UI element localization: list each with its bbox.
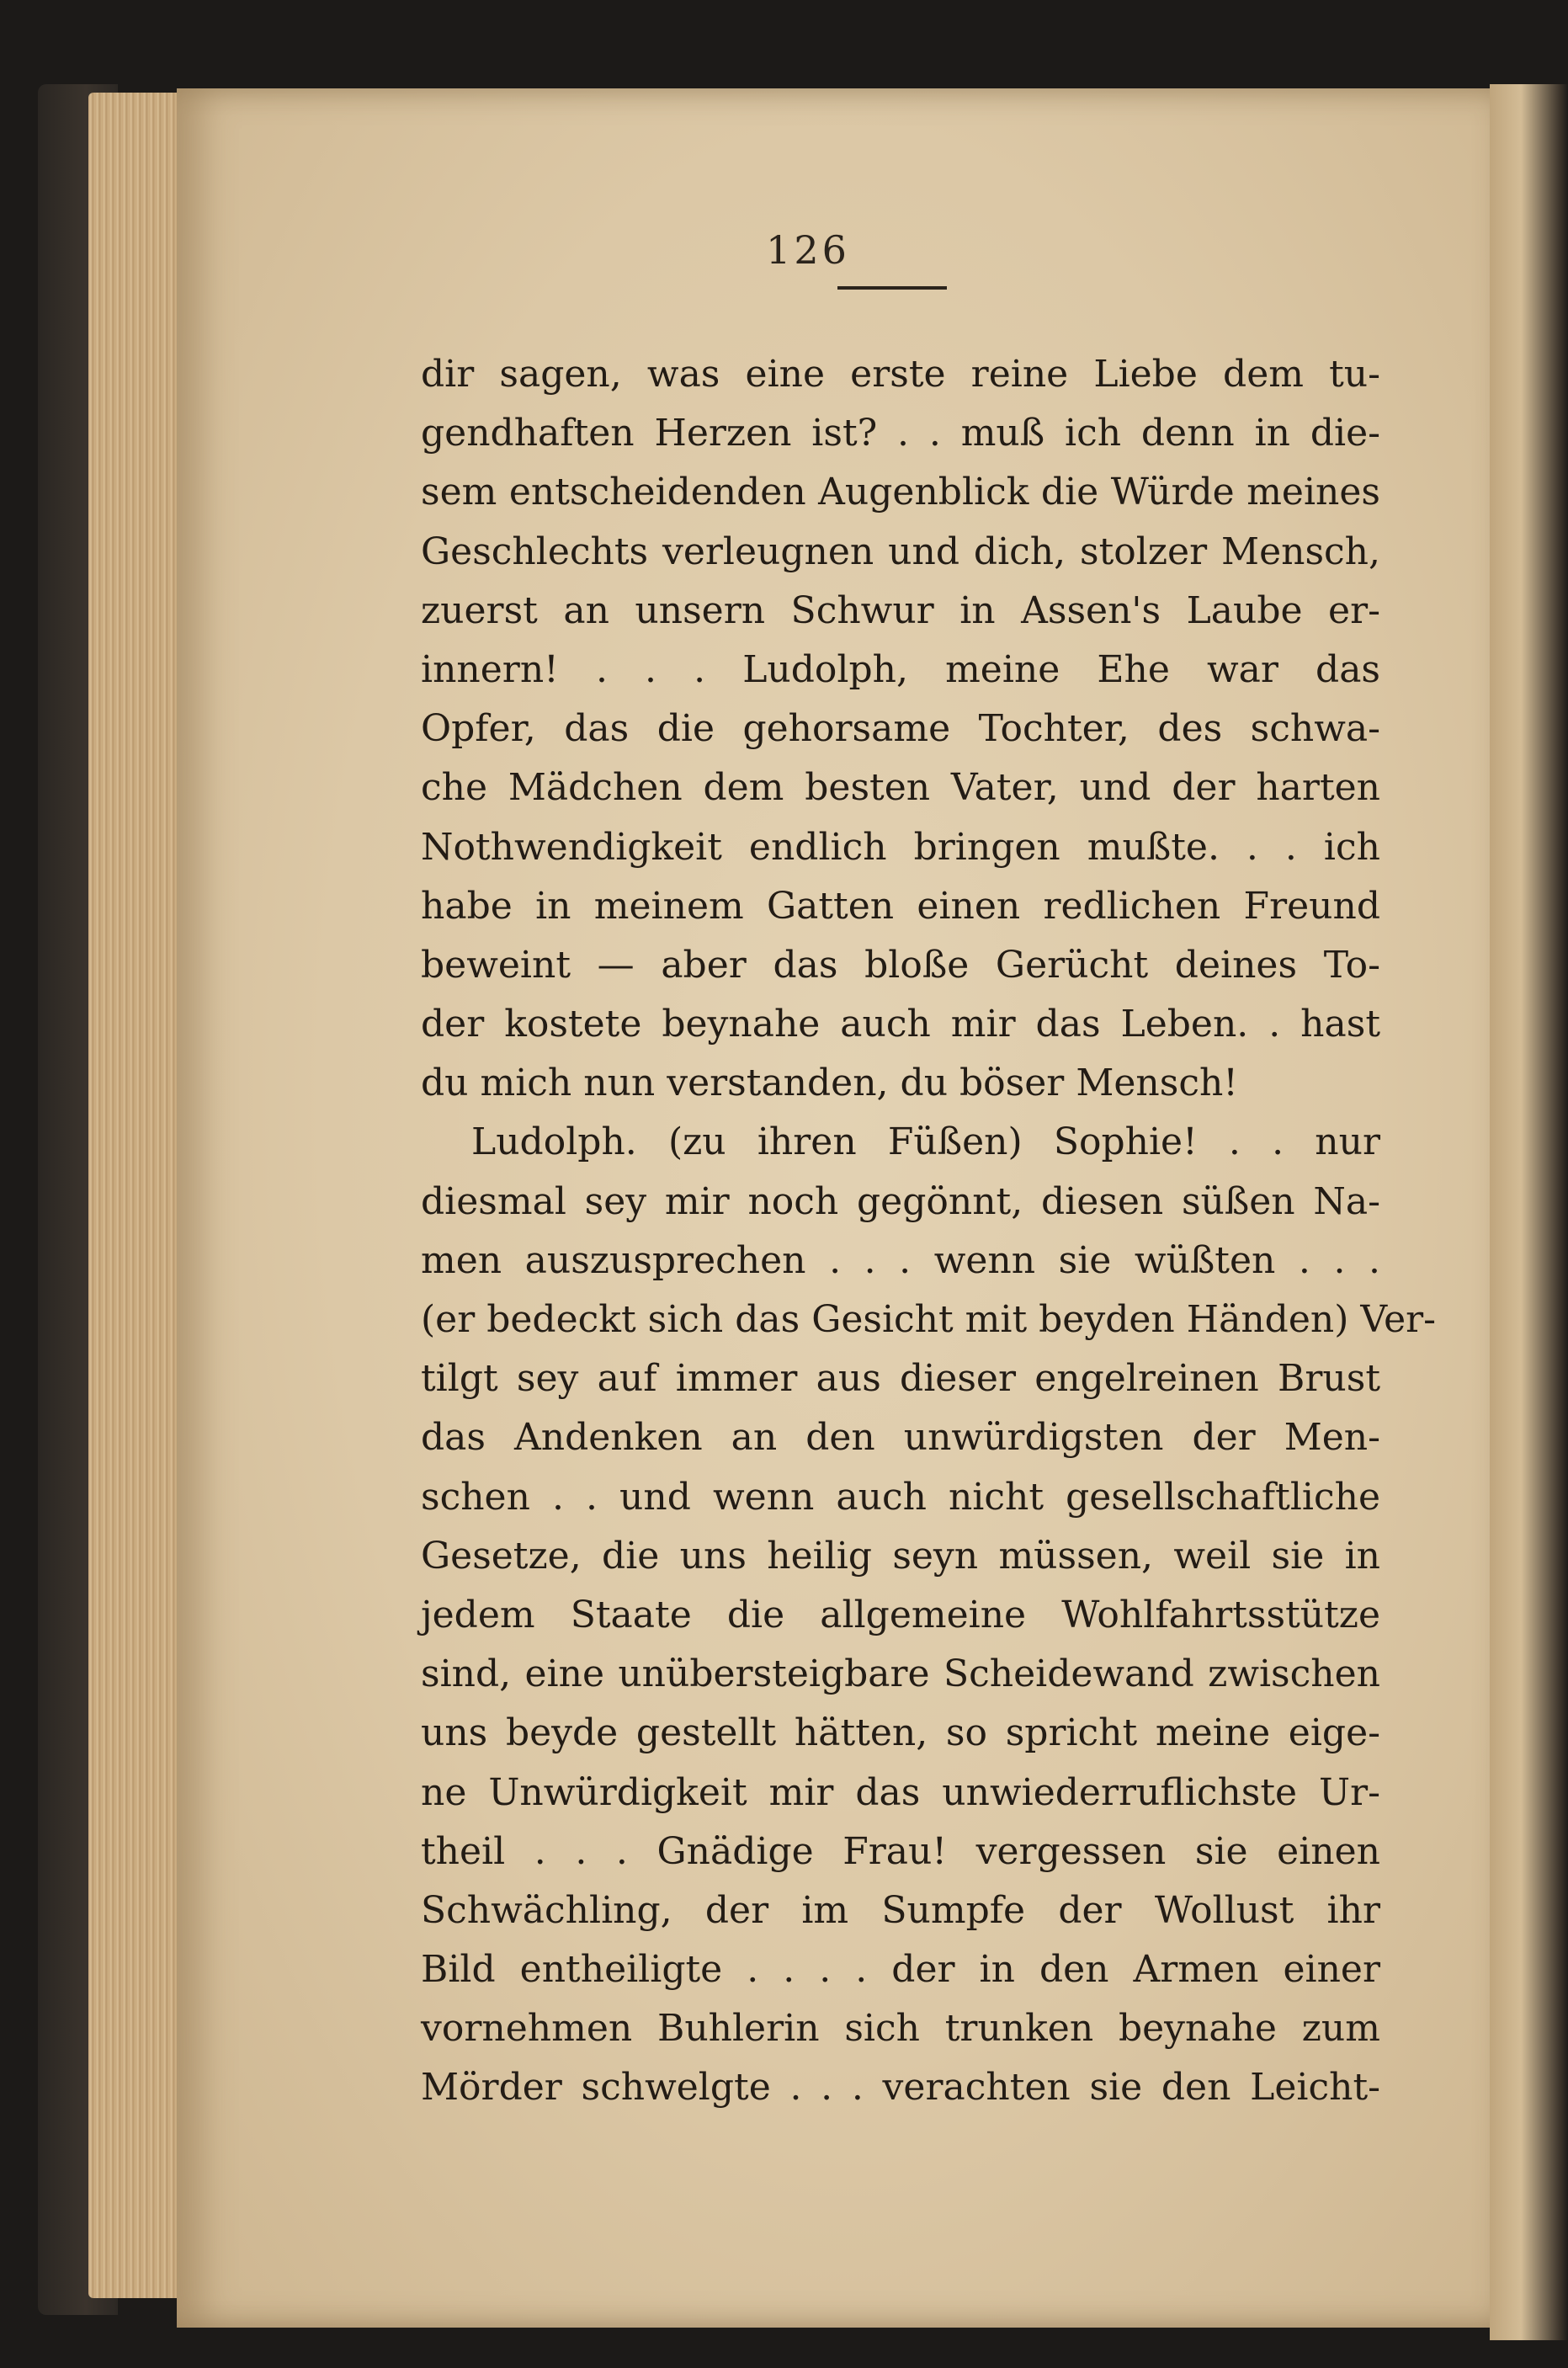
page-gutter <box>1490 84 1568 2340</box>
text-line: Geschlechts verleugnen und dich, stolzer Mensch, <box>421 529 1380 573</box>
text-line: (er bedeckt sich das Gesicht mit beyden Händen) Ver- <box>421 1298 1437 1341</box>
text-line: der kostete beynahe auch mir das Leben. . hast <box>421 1003 1380 1046</box>
text-line: Bild entheiligte . . . . der in den Armen einer <box>421 1948 1380 1992</box>
text-line: Ludolph. (zu ihren Füßen) Sophie! . . nur <box>471 1120 1380 1164</box>
text-line: sem entscheidenden Augenblick die Würde meines <box>421 471 1380 514</box>
text-line: gendhaften Herzen ist? . . muß ich denn in die- <box>421 412 1380 455</box>
page-number-rule <box>837 286 947 290</box>
text-line: che Mädchen dem besten Vater, und der harten <box>421 766 1380 810</box>
text-line: das Andenken an den unwürdigsten der Men- <box>421 1416 1380 1460</box>
text-line: jedem Staate die allgemeine Wohlfahrtsstütze <box>421 1593 1380 1636</box>
text-line: schen . . und wenn auch nicht gesellschaftliche <box>421 1475 1380 1519</box>
text-line: Nothwendigkeit endlich bringen mußte. . . ich <box>421 825 1380 869</box>
text-line: ne Unwürdigkeit mir das unwiederruflichste Ur- <box>421 1770 1380 1814</box>
text-line: innern! . . . Ludolph, meine Ehe war das <box>421 647 1380 691</box>
text-line: diesmal sey mir noch gegönnt, diesen süßen Na- <box>421 1179 1380 1223</box>
text-line: beweint — aber das bloße Gerücht deines To- <box>421 943 1380 987</box>
text-line: dir sagen, was eine erste reine Liebe dem tu- <box>421 353 1380 396</box>
text-line: du mich nun verstanden, du böser Mensch! <box>421 1062 1238 1105</box>
text-line: vornehmen Buhlerin sich trunken beynahe zum <box>421 2007 1380 2051</box>
text-line: theil . . . Gnädige Frau! vergessen sie einen <box>421 1829 1380 1873</box>
text-line: Gesetze, die uns heilig seyn müssen, weil sie in <box>421 1534 1380 1578</box>
text-line: Mörder schwelgte . . . verachten sie den Leicht- <box>421 2066 1380 2110</box>
text-line: tilgt sey auf immer aus dieser engelreinen Brust <box>421 1357 1380 1401</box>
text-line: men auszusprechen . . . wenn sie wüßten . . . <box>421 1238 1380 1282</box>
text-line: zuerst an unsern Schwur in Assen's Laube er- <box>421 588 1380 632</box>
body-text <box>421 345 1437 2118</box>
text-line: habe in meinem Gatten einen redlichen Freund <box>421 884 1380 928</box>
text-line: Schwächling, der im Sumpfe der Wollust ihr <box>421 1888 1380 1932</box>
text-line: sind, eine unübersteigbare Scheidewand zwischen <box>421 1652 1380 1696</box>
page-number: 126 <box>766 227 850 273</box>
text-line: uns beyde gestellt hätten, so spricht meine eige- <box>421 1711 1380 1755</box>
text-line: Opfer, das die gehorsame Tochter, des schwa- <box>421 707 1380 751</box>
